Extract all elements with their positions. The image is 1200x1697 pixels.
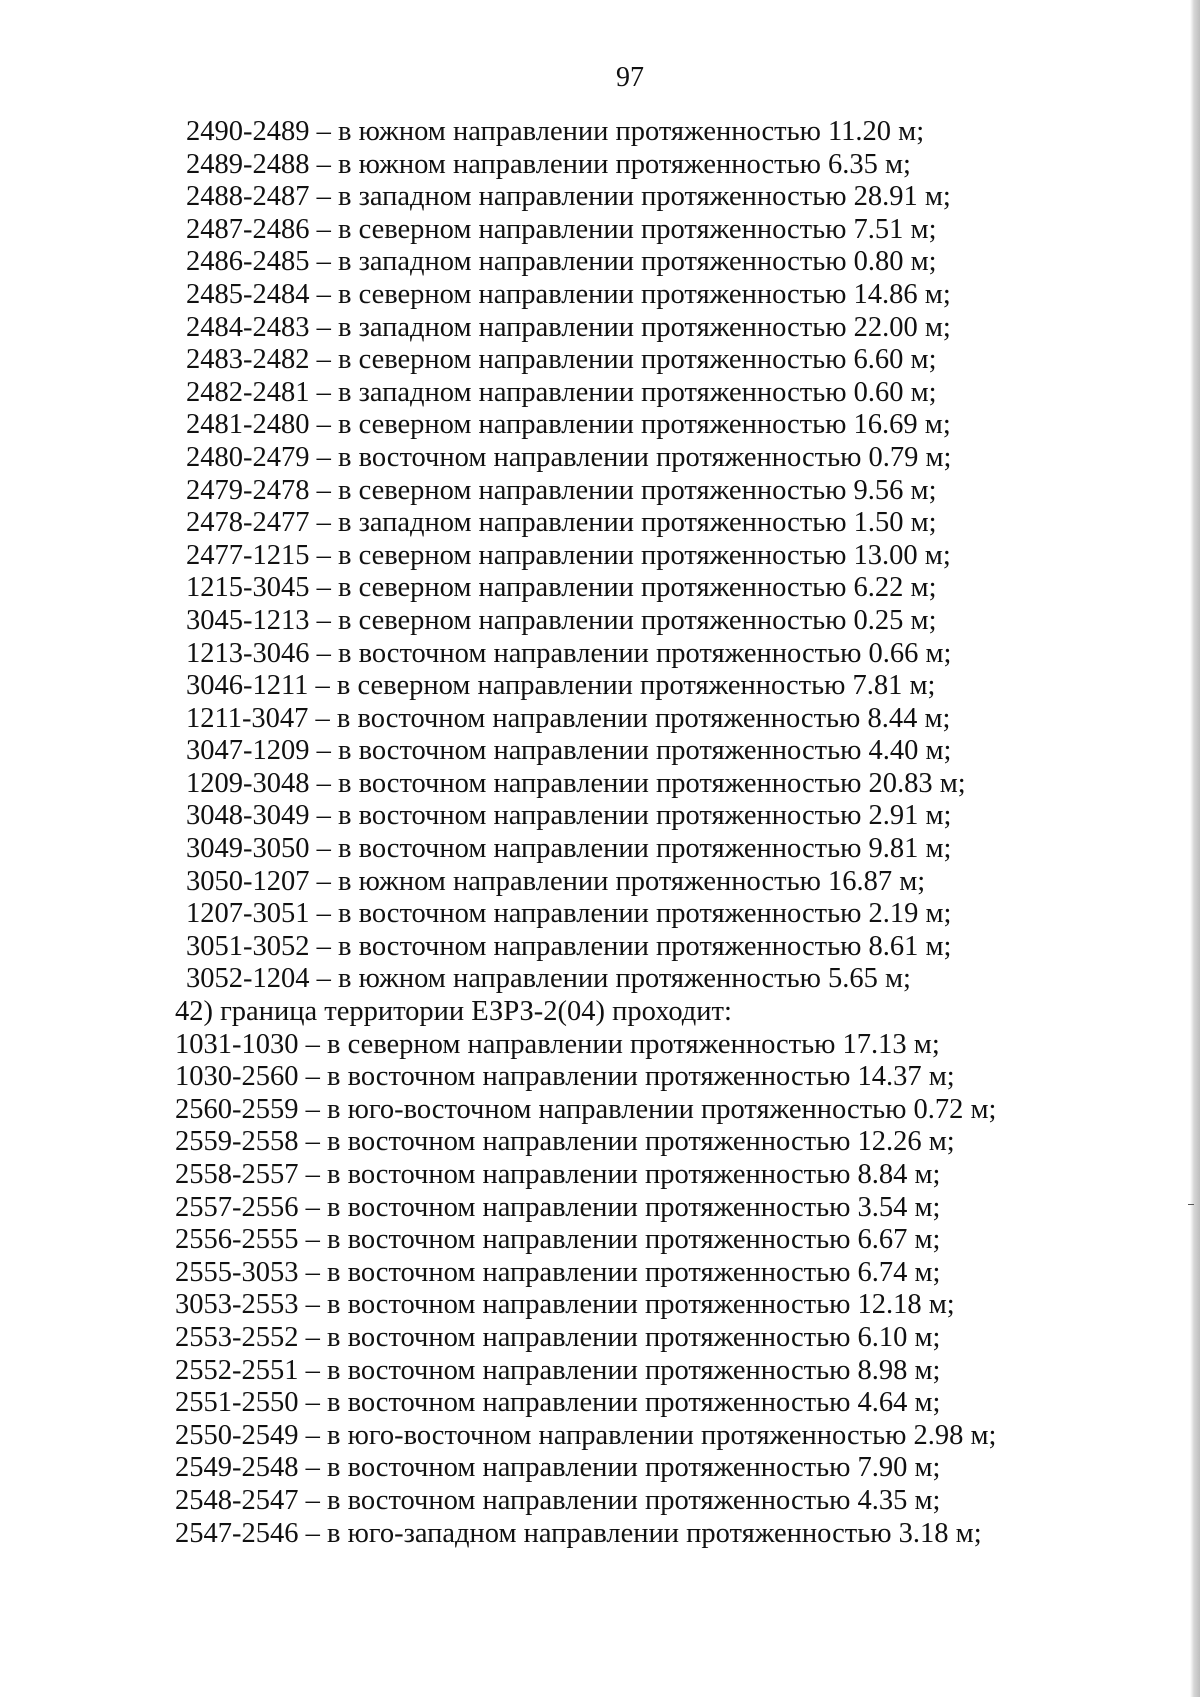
boundary-line: 2484-2483 – в западном направлении протяженностью 22.00 м; (186, 311, 951, 343)
boundary-line: 3049-3050 – в восточном направлении протяженностью 9.81 м; (186, 833, 952, 865)
boundary-line: 3052-1204 – в южном направлении протяженностью 5.65 м; (186, 963, 911, 995)
boundary-line: 2556-2555 – в восточном направлении протяженностью 6.67 м; (175, 1224, 941, 1256)
boundary-line: 3051-3052 – в восточном направлении протяженностью 8.61 м; (186, 930, 952, 962)
boundary-line: 3047-1209 – в восточном направлении протяженностью 4.40 м; (186, 735, 952, 767)
boundary-line: 2547-2546 – в юго-западном направлении протяженностью 3.18 м; (175, 1517, 982, 1549)
boundary-line: 2560-2559 – в юго-восточном направлении протяженностью 0.72 м; (175, 1093, 997, 1125)
boundary-line: 1207-3051 – в восточном направлении протяженностью 2.19 м; (186, 898, 952, 930)
boundary-line: 1215-3045 – в северном направлении протяженностью 6.22 м; (186, 572, 937, 604)
boundary-line: 2551-2550 – в восточном направлении протяженностью 4.64 м; (175, 1387, 941, 1419)
boundary-description (0, 116, 1190, 1550)
boundary-line: 1031-1030 – в северном направлении протяженностью 17.13 м; (175, 1028, 940, 1060)
boundary-line: 1211-3047 – в восточном направлении протяженностью 8.44 м; (186, 702, 951, 734)
boundary-line: 2552-2551 – в восточном направлении протяженностью 8.98 м; (175, 1354, 941, 1386)
boundary-line: 2487-2486 – в северном направлении протяженностью 7.51 м; (186, 213, 937, 245)
boundary-line: 3048-3049 – в восточном направлении протяженностью 2.91 м; (186, 800, 952, 832)
boundary-line: 2481-2480 – в северном направлении протяженностью 16.69 м; (186, 409, 951, 441)
boundary-line: 2488-2487 – в западном направлении протяженностью 28.91 м; (186, 181, 951, 213)
boundary-line: 2559-2558 – в восточном направлении протяженностью 12.26 м; (175, 1126, 955, 1158)
boundary-line: 2558-2557 – в восточном направлении протяженностью 8.84 м; (175, 1159, 941, 1190)
boundary-line: 2485-2484 – в северном направлении протяженностью 14.86 м; (186, 278, 951, 310)
boundary-line: 3053-2553 – в восточном направлении протяженностью 12.18 м; (175, 1289, 955, 1321)
page-number: 97 (616, 62, 644, 93)
boundary-line: 2478-2477 – в западном направлении протяженностью 1.50 м; (186, 507, 937, 539)
boundary-line: 2477-1215 – в северном направлении протяженностью 13.00 м; (186, 539, 951, 571)
boundary-line: 2555-3053 – в восточном направлении протяженностью 6.74 м; (175, 1256, 941, 1288)
section-heading: 42) граница территории ЕЗРЗ-2(04) проходит: (175, 996, 732, 1028)
boundary-line: 1030-2560 – в восточном направлении протяженностью 14.37 м; (175, 1061, 955, 1093)
boundary-line: 2549-2548 – в восточном направлении протяженностью 7.90 м; (175, 1452, 941, 1484)
boundary-line: 1213-3046 – в восточном направлении протяженностью 0.66 м; (186, 637, 952, 669)
boundary-line: 3046-1211 – в северном направлении протяженностью 7.81 м; (186, 670, 936, 702)
boundary-line: 3045-1213 – в северном направлении протяженностью 0.25 м; (186, 604, 937, 636)
boundary-line: 2548-2547 – в восточном направлении протяженностью 4.35 м; (175, 1484, 941, 1516)
boundary-line: 2483-2482 – в северном направлении протяженностью 6.60 м; (186, 344, 937, 376)
boundary-line: 3050-1207 – в южном направлении протяженностью 16.87 м; (186, 865, 926, 897)
boundary-line: 1209-3048 – в восточном направлении протяженностью 20.83 м; (186, 767, 966, 799)
boundary-line: 2486-2485 – в западном направлении протяженностью 0.80 м; (186, 246, 937, 278)
boundary-line: 2480-2479 – в восточном направлении протяженностью 0.79 м; (186, 441, 952, 473)
boundary-line: 2479-2478 – в северном направлении протяженностью 9.56 м; (186, 474, 937, 506)
boundary-line: 2482-2481 – в западном направлении протяженностью 0.60 м; (186, 376, 937, 408)
boundary-line: 2550-2549 – в юго-восточном направлении протяженностью 2.98 м; (175, 1419, 997, 1451)
scan-edge (1190, 0, 1200, 1697)
boundary-line: 2490-2489 – в южном направлении протяженностью 11.20 м; (186, 116, 925, 147)
boundary-line: 2489-2488 – в южном направлении протяженностью 6.35 м; (186, 148, 911, 180)
boundary-line: 2553-2552 – в восточном направлении протяженностью 6.10 м; (175, 1321, 941, 1353)
boundary-line: 2557-2556 – в восточном направлении протяженностью 3.54 м; (175, 1191, 941, 1223)
